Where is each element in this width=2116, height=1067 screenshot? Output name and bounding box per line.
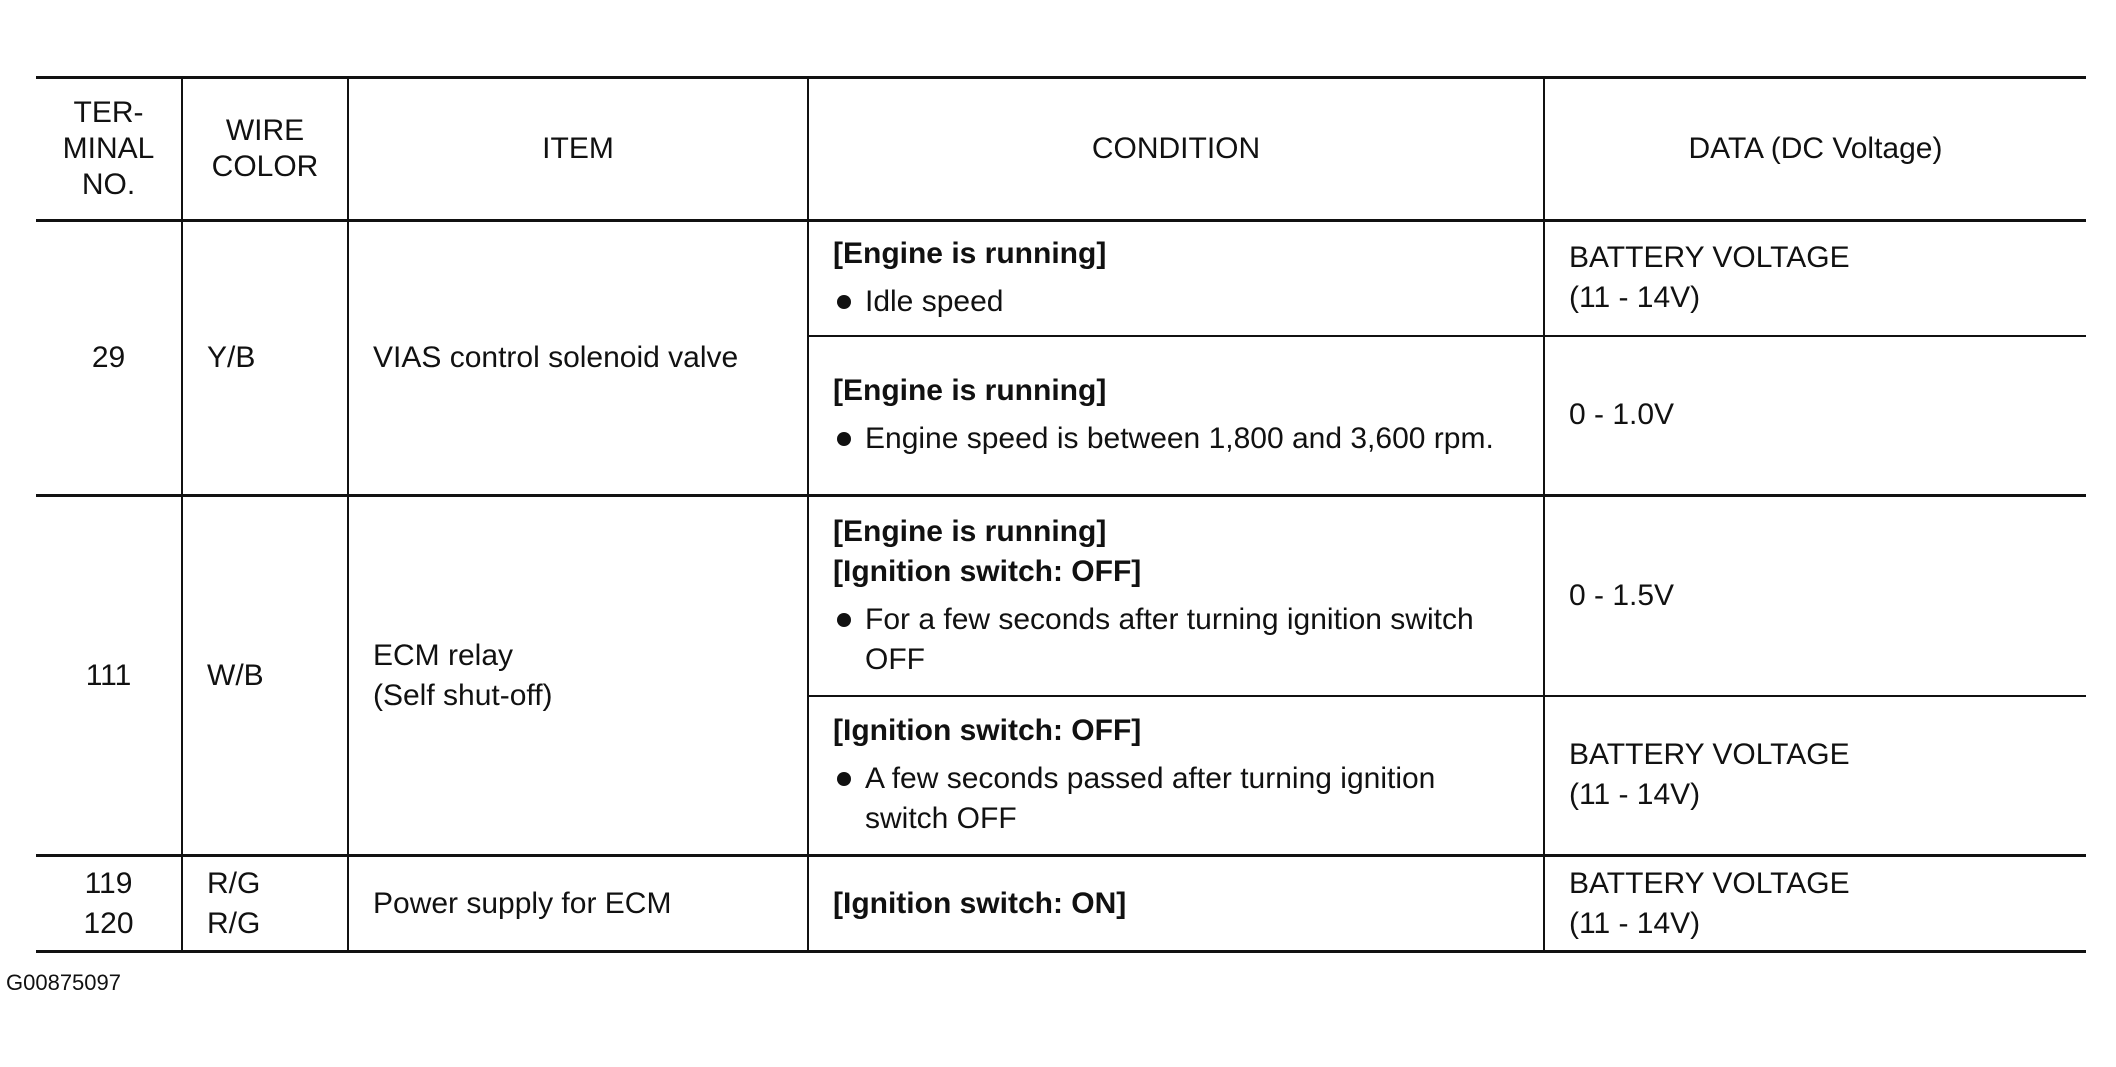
condition-cell: [808, 221, 1544, 336]
header-condition: CONDITION: [808, 78, 1544, 221]
data-value: 0 - 1.5V: [1544, 496, 2086, 696]
condition-bullet: Engine speed is between 1,800 and 3,600 rpm.: [833, 419, 1519, 459]
condition-heading: [Ignition switch: OFF]: [833, 554, 1142, 588]
wire-color: W/B: [182, 496, 348, 856]
data-value: BATTERY VOLTAGE (11 - 14V): [1544, 221, 2086, 336]
condition-heading: [Engine is running]: [833, 514, 1107, 548]
header-wire-color: WIRE COLOR: [182, 78, 348, 221]
data-value: 0 - 1.0V: [1544, 336, 2086, 496]
bullet-icon: [837, 432, 851, 446]
condition-bullet: Idle speed: [833, 282, 1519, 322]
condition-cell: [808, 696, 1544, 856]
table-header-row: [36, 78, 2086, 221]
terminal-no: 119 120: [36, 856, 182, 952]
bullet-icon: [837, 613, 851, 627]
condition-heading: [Ignition switch: OFF]: [833, 714, 1142, 748]
table-row: [36, 221, 2086, 336]
ecm-terminal-table: [36, 76, 2086, 953]
condition-bullet: For a few seconds after turning ignition switch OFF: [833, 600, 1519, 680]
item-name: ECM relay (Self shut-off): [348, 496, 808, 856]
condition-bullet: A few seconds passed after turning ignition switch OFF: [833, 759, 1519, 839]
data-value: BATTERY VOLTAGE (11 - 14V): [1544, 856, 2086, 952]
figure-code: G00875097: [6, 970, 121, 995]
table-row: [36, 496, 2086, 696]
terminal-no: 111: [36, 496, 182, 856]
bullet-icon: [837, 295, 851, 309]
data-value: BATTERY VOLTAGE (11 - 14V): [1544, 696, 2086, 856]
condition-cell: [808, 336, 1544, 496]
item-name: VIAS control solenoid valve: [348, 221, 808, 496]
table-row: [36, 856, 2086, 952]
wire-color: Y/B: [182, 221, 348, 496]
terminal-no: 29: [36, 221, 182, 496]
bullet-icon: [837, 772, 851, 786]
item-name: Power supply for ECM: [348, 856, 808, 952]
header-data: DATA (DC Voltage): [1544, 78, 2086, 221]
header-item: ITEM: [348, 78, 808, 221]
wire-color: R/G R/G: [182, 856, 348, 952]
condition-heading: [Engine is running]: [833, 237, 1107, 271]
header-terminal-no: TER- MINAL NO.: [36, 78, 182, 221]
condition-cell: [808, 856, 1544, 952]
condition-heading: [Ignition switch: ON]: [833, 886, 1127, 920]
condition-cell: [808, 496, 1544, 696]
condition-heading: [Engine is running]: [833, 374, 1107, 408]
